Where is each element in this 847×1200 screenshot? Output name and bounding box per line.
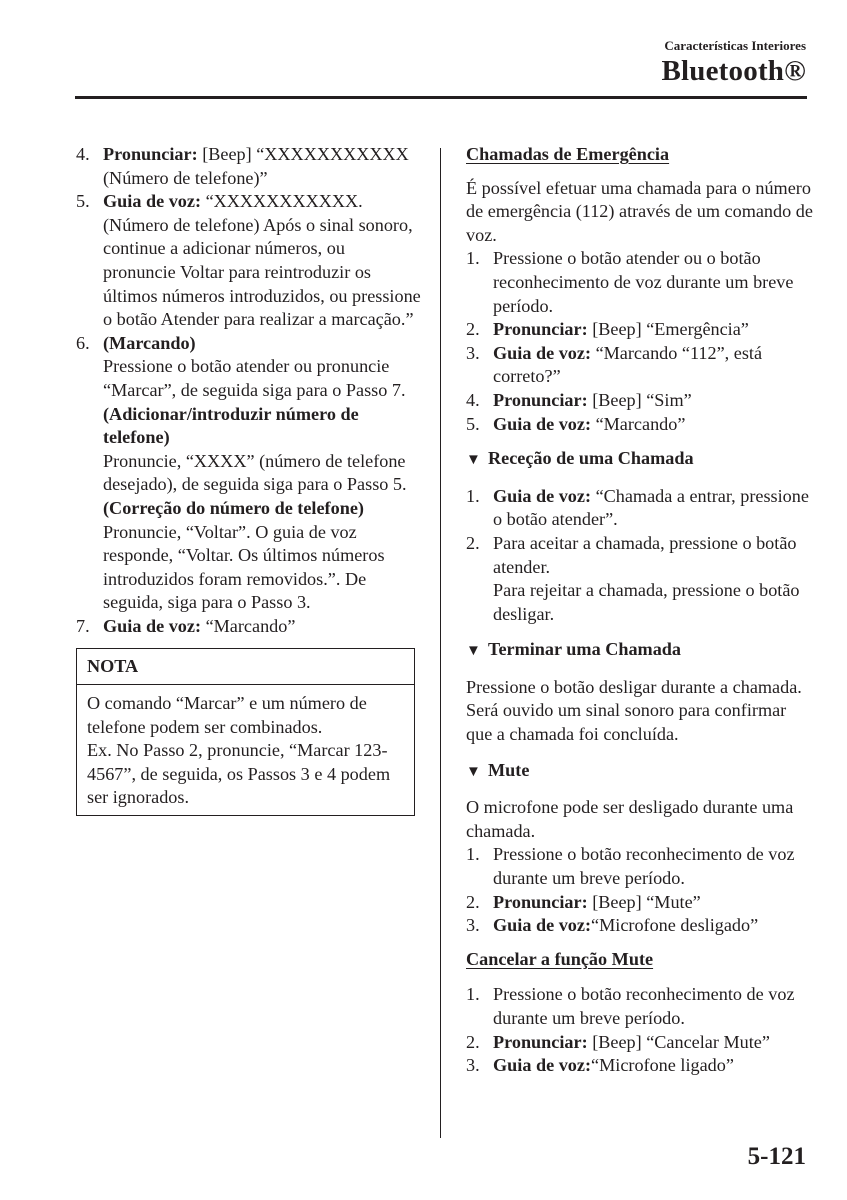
step-number: 3.	[466, 915, 480, 936]
list-item	[466, 413, 814, 437]
step-label: Guia de voz:	[493, 413, 592, 434]
step-7	[76, 615, 421, 639]
end-call-heading	[466, 638, 814, 664]
step-number: 1.	[466, 984, 480, 1005]
substep-heading-adicionar: (Adicionar/introduzir número de telefone)	[103, 403, 359, 448]
step-number: 3.	[466, 342, 480, 363]
step-number: 2.	[466, 532, 480, 553]
step-label: Guia de voz:	[493, 485, 592, 506]
step-text: [Beep] “XXXXXXXXXXX (Número de telefone)”	[103, 144, 409, 188]
step-label: Pronunciar:	[493, 389, 588, 410]
column-divider	[440, 148, 441, 1138]
list-item	[466, 485, 814, 532]
left-column	[76, 143, 421, 816]
receive-heading-text: Receção de uma Chamada	[488, 448, 694, 469]
substep-heading-marcando: (Marcando)	[103, 332, 196, 353]
step-label: Guia de voz:	[493, 915, 592, 936]
triangle-down-icon: ▼	[466, 763, 481, 780]
step-text: [Beep] “Sim”	[587, 389, 692, 410]
end-call-heading-text: Terminar uma Chamada	[488, 639, 682, 660]
step-text: Pressione o botão reconhecimento de voz durante um breve período.	[493, 984, 795, 1028]
mute-heading	[466, 759, 814, 785]
step-number: 3.	[466, 1055, 480, 1076]
list-item	[466, 843, 814, 890]
list-item	[466, 342, 814, 389]
step-number: 7.	[76, 615, 90, 636]
step-number: 4.	[466, 389, 480, 410]
emergency-steps	[466, 247, 814, 436]
step-text: “Microfone desligado”	[591, 915, 759, 936]
list-item	[466, 983, 814, 1030]
note-box	[76, 648, 415, 816]
emergency-intro: É possível efetuar uma chamada para o número de emergência (112) através de um comando de voz.	[466, 177, 813, 245]
list-item	[466, 318, 814, 342]
emergency-heading	[466, 143, 814, 167]
step-text: “XXXXXXXXXXX. (Número de telefone) Após o sinal sonoro, continue a adicionar números, ou pronuncie Voltar para reintroduzir os últimos números introduzidos, ou pressione o botão Atender para realizar a marcação.”	[103, 191, 421, 330]
receive-steps	[466, 485, 814, 579]
list-item	[466, 914, 814, 938]
step-text: Pressione o botão atender ou o botão reconhecimento de voz durante um breve período.	[493, 248, 794, 316]
mute-steps	[466, 843, 814, 937]
step-label: Guia de voz:	[493, 1055, 592, 1076]
receive-heading	[466, 447, 814, 473]
step-text: [Beep] “Cancelar Mute”	[587, 1031, 770, 1052]
step-text: “Microfone ligado”	[591, 1055, 734, 1076]
step-text: “Marcando”	[591, 413, 686, 434]
mute-intro: O microfone pode ser desligado durante uma chamada.	[466, 797, 794, 841]
step-5	[76, 190, 421, 332]
page-title: Bluetooth®	[661, 55, 806, 87]
list-item	[466, 1054, 814, 1078]
emergency-heading-text: Chamadas de Emergência	[466, 144, 670, 164]
step-number: 5.	[466, 413, 480, 434]
mute-heading-text: Mute	[488, 759, 530, 780]
end-call-text: Pressione o botão desligar durante a chamada. Será ouvido um sinal sonoro para confirmar que a chamada foi concluída.	[466, 676, 802, 745]
substep-text: Pronuncie, “Voltar”. O guia de voz responde, “Voltar. Os últimos números introduzidos foram removidos.”. De seguida, siga para o Passo 3.	[103, 521, 385, 613]
note-body	[77, 685, 414, 815]
step-number: 2.	[466, 319, 480, 340]
step-number: 1.	[466, 485, 480, 506]
step-4	[76, 143, 421, 190]
cancel-mute-heading	[466, 948, 814, 972]
step-number: 2.	[466, 891, 480, 912]
step-label: Pronunciar:	[493, 319, 588, 340]
header-rule	[75, 96, 807, 99]
list-item	[466, 389, 814, 413]
step-label: Guia de voz:	[103, 615, 202, 636]
step-number: 1.	[466, 248, 480, 269]
right-column	[466, 143, 814, 1078]
section-label: Características Interiores	[664, 38, 806, 53]
cancel-mute-heading-text: Cancelar a função Mute	[466, 948, 654, 969]
step-label: Pronunciar:	[493, 1031, 588, 1052]
list-item	[466, 532, 814, 579]
substep-text: Pronuncie, “XXXX” (número de telefone desejado), de seguida siga para o Passo 5.	[103, 450, 407, 495]
substep-heading-correcao: (Correção do número de telefone)	[103, 497, 364, 518]
receive-extra-text: Para rejeitar a chamada, pressione o botão desligar.	[493, 580, 800, 624]
step-number: 2.	[466, 1031, 480, 1052]
step-label: Guia de voz:	[493, 342, 592, 363]
triangle-down-icon: ▼	[466, 452, 481, 469]
triangle-down-icon: ▼	[466, 643, 481, 660]
list-item	[466, 1031, 814, 1055]
note-text: O comando “Marcar” e um número de telefone podem ser combinados.	[87, 693, 367, 737]
list-item	[466, 247, 814, 318]
receive-extra	[466, 579, 814, 626]
step-text: [Beep] “Emergência”	[587, 319, 749, 340]
step-text: [Beep] “Mute”	[587, 891, 701, 912]
step-label: Guia de voz:	[103, 191, 202, 212]
step-number: 6.	[76, 332, 90, 353]
page-number: 5-121	[747, 1143, 806, 1170]
step-number: 4.	[76, 144, 90, 164]
substep-text: Pressione o botão atender ou pronuncie “Marcar”, de seguida siga para o Passo 7.	[103, 356, 406, 400]
cancel-mute-steps	[466, 983, 814, 1077]
step-text: “Marcando “112”, está correto?”	[493, 342, 763, 387]
step-label: Pronunciar:	[493, 891, 588, 912]
note-text: Ex. No Passo 2, pronuncie, “Marcar 123-4567”, de seguida, os Passos 3 e 4 podem ser ignorados.	[87, 740, 391, 808]
step-number: 5.	[76, 191, 90, 212]
step-number: 1.	[466, 844, 480, 865]
step-6	[76, 332, 421, 615]
step-text: Pressione o botão reconhecimento de voz durante um breve período.	[493, 844, 795, 889]
step-text: “Chamada a entrar, pressione o botão atender”.	[493, 485, 809, 530]
step-text: Para aceitar a chamada, pressione o botão atender.	[493, 532, 797, 577]
step-text: “Marcando”	[201, 615, 296, 636]
note-title: NOTA	[77, 649, 414, 685]
step-label: Pronunciar:	[103, 144, 198, 164]
list-item	[466, 891, 814, 915]
